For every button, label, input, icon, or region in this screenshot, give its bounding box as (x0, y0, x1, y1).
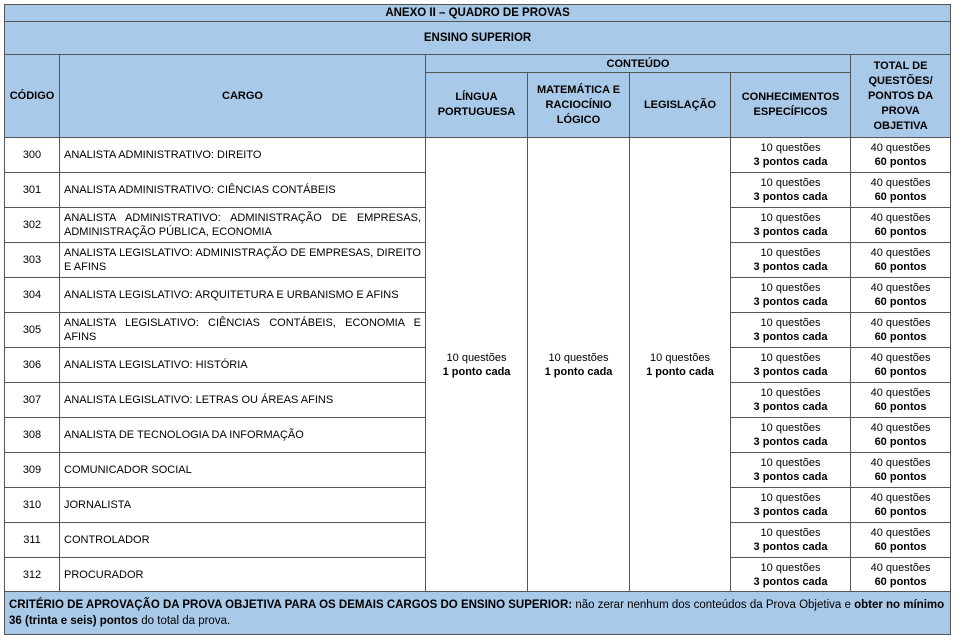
row-codigo: 306 (5, 348, 60, 383)
total-pontos: 60 pontos (874, 401, 927, 413)
total-questoes: 40 questões (870, 142, 931, 154)
total-pontos: 60 pontos (874, 366, 927, 378)
table-title: ANEXO II – QUADRO DE PROVAS (5, 5, 951, 22)
legislacao-questoes: 10 questões (650, 351, 710, 364)
provas-table (4, 4, 951, 635)
row-especificos (731, 243, 851, 278)
total-pontos: 60 pontos (874, 156, 927, 168)
row-total (851, 278, 951, 313)
row-codigo: 305 (5, 313, 60, 348)
row-especificos (731, 173, 851, 208)
quadro-de-provas (4, 4, 950, 635)
especificos-questoes: 10 questões (760, 561, 821, 574)
especificos-pontos: 3 pontos cada (753, 575, 828, 588)
row-especificos (731, 138, 851, 173)
lingua-pontos: 1 ponto cada (442, 365, 511, 378)
row-cargo: ANALISTA LEGISLATIVO: CIÊNCIAS CONTÁBEIS, ECONOMIA E AFINS (60, 313, 426, 348)
footer-bold: obter no mínimo 36 (trinta e seis) pontos (9, 599, 945, 627)
total-pontos: 60 pontos (874, 191, 927, 203)
row-total (851, 348, 951, 383)
row-cargo: PROCURADOR (60, 558, 426, 592)
especificos-pontos: 3 pontos cada (753, 401, 828, 413)
header-conteudo: CONTEÚDO (426, 55, 851, 73)
especificos-pontos: 3 pontos cada (753, 366, 828, 378)
merged-matematica (528, 138, 630, 592)
header-matematica: MATEMÁTICA E RACIOCÍNIO LÓGICO (528, 73, 630, 138)
row-cargo: COMUNICADOR SOCIAL (60, 453, 426, 488)
table-row (5, 138, 951, 173)
total-questoes: 40 questões (870, 317, 931, 329)
row-total (851, 138, 951, 173)
total-pontos: 60 pontos (874, 296, 927, 308)
especificos-pontos: 3 pontos cada (753, 541, 828, 553)
total-pontos: 60 pontos (874, 541, 927, 553)
row-cargo: ANALISTA LEGISLATIVO: ADMINISTRAÇÃO DE EMPRESAS, DIREITO E AFINS (60, 243, 426, 278)
row-total (851, 418, 951, 453)
row-total (851, 488, 951, 523)
row-cargo: ANALISTA ADMINISTRATIVO: DIREITO (60, 138, 426, 173)
header-total: TOTAL DE QUESTÕES/ PONTOS DA PROVA OBJETIVA (851, 55, 951, 138)
row-especificos (731, 383, 851, 418)
row-codigo: 307 (5, 383, 60, 418)
row-codigo: 300 (5, 138, 60, 173)
especificos-questoes: 10 questões (760, 422, 821, 434)
header-legislacao: LEGISLAÇÃO (630, 73, 731, 138)
especificos-pontos: 3 pontos cada (753, 156, 828, 168)
total-pontos: 60 pontos (874, 471, 927, 483)
lingua-questoes: 10 questões (446, 351, 507, 364)
matematica-pontos: 1 ponto cada (544, 365, 613, 378)
total-pontos: 60 pontos (874, 331, 927, 343)
row-especificos (731, 558, 851, 592)
row-especificos (731, 453, 851, 488)
row-total (851, 173, 951, 208)
row-total (851, 453, 951, 488)
row-codigo: 309 (5, 453, 60, 488)
row-total (851, 208, 951, 243)
row-especificos (731, 523, 851, 558)
header-conhecimentos: CONHECIMENTOS ESPECÍFICOS (731, 73, 851, 138)
row-cargo: ANALISTA LEGISLATIVO: ARQUITETURA E URBANISMO E AFINS (60, 278, 426, 313)
total-questoes: 40 questões (870, 177, 931, 189)
row-especificos (731, 418, 851, 453)
row-codigo: 308 (5, 418, 60, 453)
row-especificos (731, 488, 851, 523)
row-especificos (731, 313, 851, 348)
total-questoes: 40 questões (870, 212, 931, 224)
especificos-pontos: 3 pontos cada (753, 506, 828, 518)
row-total (851, 383, 951, 418)
total-questoes: 40 questões (870, 282, 931, 294)
row-total (851, 558, 951, 592)
total-pontos: 60 pontos (874, 575, 927, 588)
especificos-questoes: 10 questões (760, 177, 821, 189)
total-questoes: 40 questões (870, 247, 931, 259)
row-codigo: 311 (5, 523, 60, 558)
row-codigo: 310 (5, 488, 60, 523)
header-codigo: CÓDIGO (5, 55, 60, 138)
merged-lingua (426, 138, 528, 592)
especificos-questoes: 10 questões (760, 387, 821, 399)
especificos-questoes: 10 questões (760, 492, 821, 504)
table-subtitle: ENSINO SUPERIOR (5, 22, 951, 55)
legislacao-pontos: 1 ponto cada (646, 365, 714, 378)
row-cargo: ANALISTA DE TECNOLOGIA DA INFORMAÇÃO (60, 418, 426, 453)
row-codigo: 303 (5, 243, 60, 278)
row-total (851, 523, 951, 558)
row-cargo: CONTROLADOR (60, 523, 426, 558)
especificos-questoes: 10 questões (760, 317, 821, 329)
especificos-questoes: 10 questões (760, 212, 821, 224)
especificos-pontos: 3 pontos cada (753, 436, 828, 448)
especificos-pontos: 3 pontos cada (753, 296, 828, 308)
row-codigo: 302 (5, 208, 60, 243)
row-cargo: ANALISTA ADMINISTRATIVO: ADMINISTRAÇÃO DE EMPRESAS, ADMINISTRAÇÃO PÚBLICA, ECONOMIA (60, 208, 426, 243)
total-pontos: 60 pontos (874, 226, 927, 238)
footer-label: CRITÉRIO DE APROVAÇÃO DA PROVA OBJETIVA PARA OS DEMAIS CARGOS DO ENSINO SUPERIOR: (9, 599, 573, 611)
row-especificos (731, 348, 851, 383)
especificos-questoes: 10 questões (760, 282, 821, 294)
merged-legislacao (630, 138, 731, 592)
especificos-questoes: 10 questões (760, 527, 821, 539)
total-questoes: 40 questões (870, 527, 931, 539)
total-questoes: 40 questões (870, 352, 931, 364)
table-body (5, 138, 951, 592)
row-especificos (731, 208, 851, 243)
row-cargo: ANALISTA LEGISLATIVO: HISTÓRIA (60, 348, 426, 383)
row-total (851, 313, 951, 348)
footer-text1: não zerar nenhum dos conteúdos da Prova Objetiva e (572, 599, 855, 611)
especificos-questoes: 10 questões (760, 457, 821, 469)
header-cargo: CARGO (60, 55, 426, 138)
especificos-pontos: 3 pontos cada (753, 471, 828, 483)
row-codigo: 304 (5, 278, 60, 313)
especificos-pontos: 3 pontos cada (753, 331, 828, 343)
row-especificos (731, 278, 851, 313)
row-cargo: ANALISTA ADMINISTRATIVO: CIÊNCIAS CONTÁBEIS (60, 173, 426, 208)
total-pontos: 60 pontos (874, 261, 927, 273)
especificos-pontos: 3 pontos cada (753, 226, 828, 238)
row-cargo: ANALISTA LEGISLATIVO: LETRAS OU ÁREAS AFINS (60, 383, 426, 418)
total-pontos: 60 pontos (874, 506, 927, 518)
especificos-pontos: 3 pontos cada (753, 191, 828, 203)
row-total (851, 243, 951, 278)
footer-text2: do total da prova. (138, 615, 231, 627)
especificos-questoes: 10 questões (760, 352, 821, 364)
total-questoes: 40 questões (870, 422, 931, 434)
total-questoes: 40 questões (870, 457, 931, 469)
total-pontos: 60 pontos (874, 436, 927, 448)
especificos-pontos: 3 pontos cada (753, 261, 828, 273)
row-codigo: 312 (5, 558, 60, 592)
total-questoes: 40 questões (870, 561, 931, 574)
matematica-questoes: 10 questões (548, 351, 609, 364)
total-questoes: 40 questões (870, 387, 931, 399)
especificos-questoes: 10 questões (760, 247, 821, 259)
especificos-questoes: 10 questões (760, 142, 821, 154)
footer-criterio (5, 592, 951, 635)
row-cargo: JORNALISTA (60, 488, 426, 523)
row-codigo: 301 (5, 173, 60, 208)
total-questoes: 40 questões (870, 492, 931, 504)
header-lingua: LÍNGUA PORTUGUESA (426, 73, 528, 138)
